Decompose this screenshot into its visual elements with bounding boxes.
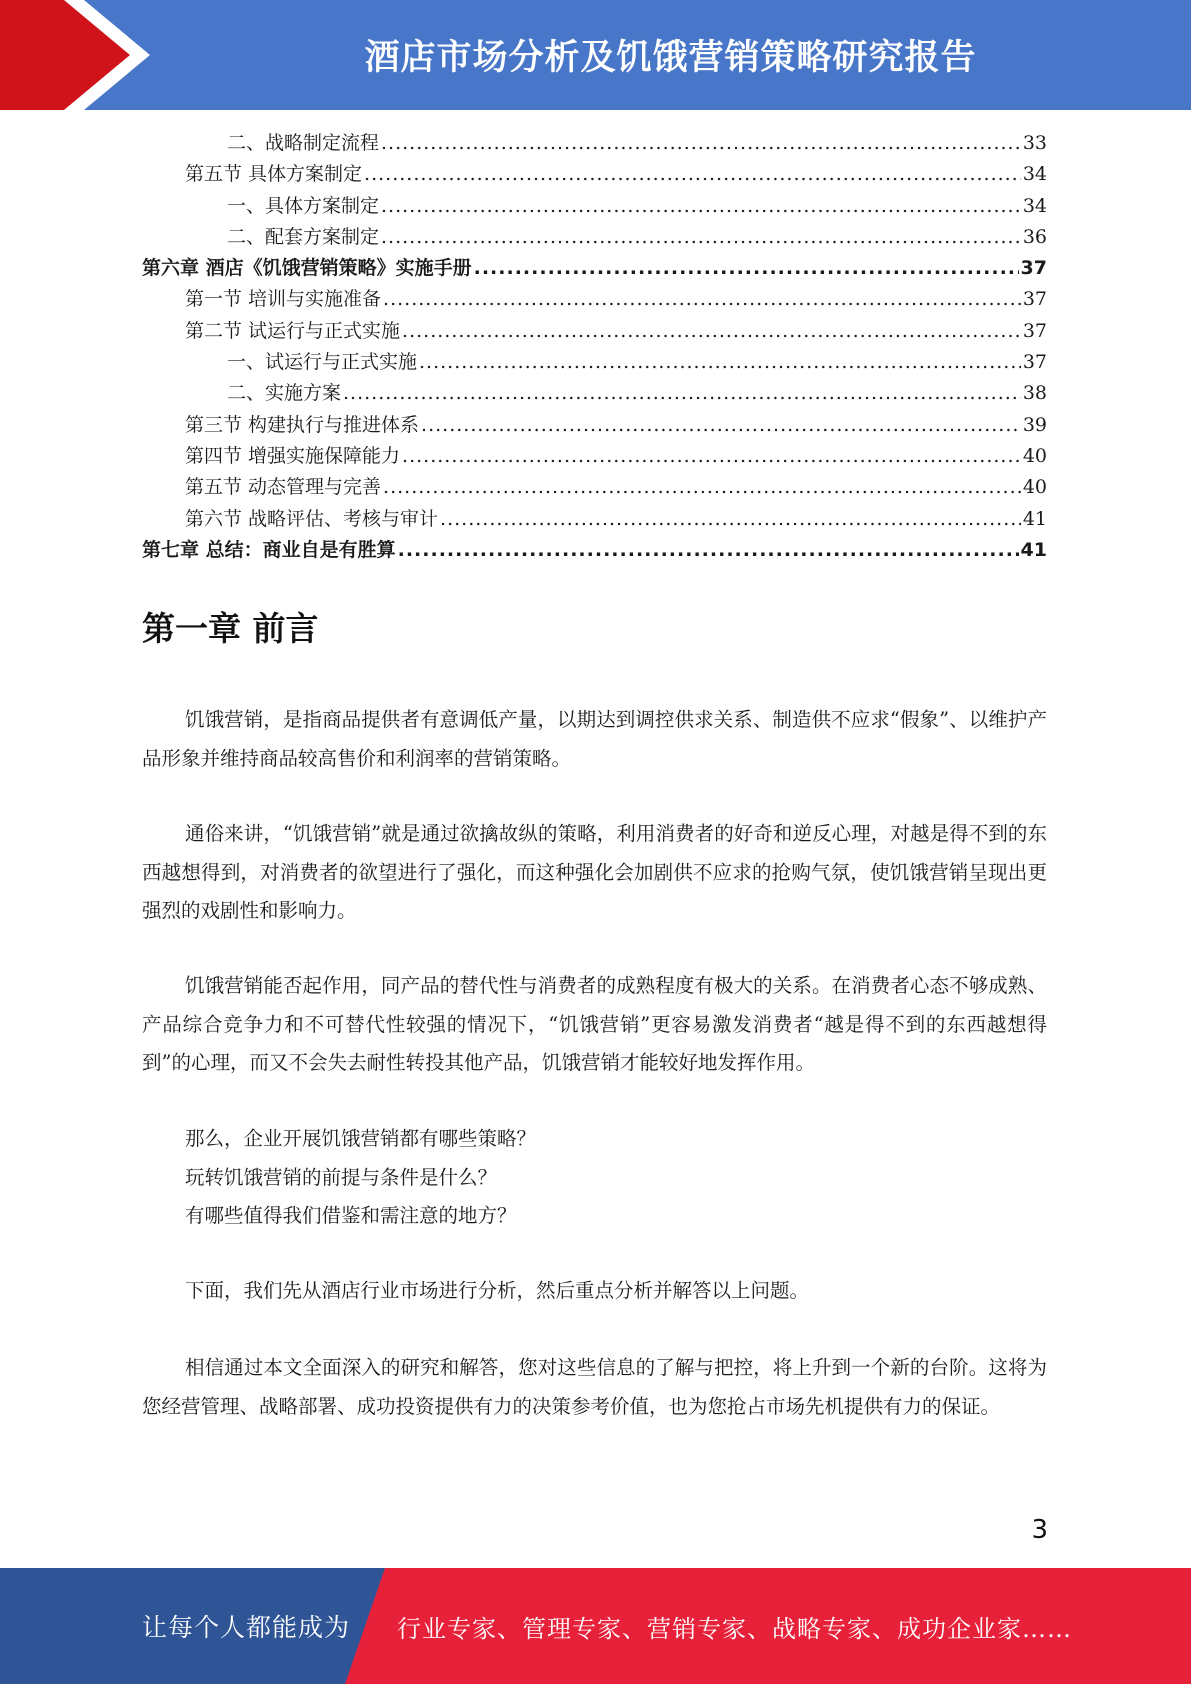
toc-entry[interactable] xyxy=(142,535,1047,566)
toc-entry-page: 38 xyxy=(1022,382,1047,405)
toc-dot-leader xyxy=(383,284,1021,315)
toc-entry-page: 33 xyxy=(1022,132,1047,154)
toc-entry-page: 41 xyxy=(1022,507,1047,530)
toc-dot-leader xyxy=(402,441,1021,472)
toc-entry-page: 41 xyxy=(1020,538,1047,561)
toc-entry-title: 二、实施方案 xyxy=(227,382,342,405)
chapter-heading: 第一章 前言 xyxy=(142,609,319,648)
toc-entry-page: 39 xyxy=(1022,413,1047,436)
paragraph-outline: 下面，我们先从酒店行业市场进行分析，然后重点分析并解答以上问题。 xyxy=(185,1279,810,1302)
toc-entry-title: 第二节 试运行与正式实施 xyxy=(185,319,401,342)
toc-entry[interactable] xyxy=(142,378,1047,409)
toc-entry[interactable] xyxy=(142,504,1047,535)
toc-entry-page: 36 xyxy=(1022,225,1047,248)
toc-dot-leader xyxy=(419,347,1021,378)
footer-slogan-right: 行业专家、管理专家、营销专家、战略专家、成功企业家…… xyxy=(397,1614,1072,1643)
toc-entry-title: 第五节 具体方案制定 xyxy=(185,163,363,186)
toc-entry-title: 第六章 酒店《饥饿营销策略》实施手册 xyxy=(142,257,472,280)
toc-dot-leader xyxy=(343,378,1021,409)
paragraph-conclusion: 相信通过本文全面深入的研究和解答，您对这些信息的了解与把控，将上升到一个新的台阶。这将为您经营管理、战略部署、成功投资提供有力的决策参考价值，也为您抢占市场先机提供有力的保证。 xyxy=(142,1356,1047,1418)
toc-dot-leader xyxy=(364,159,1021,190)
toc-entry[interactable] xyxy=(142,222,1047,253)
question-list xyxy=(142,1120,1047,1236)
toc-entry[interactable] xyxy=(142,347,1047,378)
toc-entry-page: 40 xyxy=(1022,476,1047,499)
report-title: 酒店市场分析及饥饿营销策略研究报告 xyxy=(364,38,977,78)
toc-entry-page: 34 xyxy=(1022,194,1047,217)
toc-entry-title: 第四节 增强实施保障能力 xyxy=(185,444,401,467)
toc-dot-leader xyxy=(398,535,1019,566)
toc-entry-page: 37 xyxy=(1020,257,1047,280)
question-item: 那么，企业开展饥饿营销都有哪些策略？ xyxy=(185,1127,537,1150)
toc-dot-leader xyxy=(381,191,1021,222)
page-header xyxy=(0,0,1191,110)
toc-entry[interactable] xyxy=(142,191,1047,222)
toc-entry-title: 一、试运行与正式实施 xyxy=(227,351,418,374)
toc-entry-title: 一、具体方案制定 xyxy=(227,194,380,217)
toc-dot-leader xyxy=(440,504,1021,535)
toc-dot-leader xyxy=(474,253,1019,284)
toc-entry-page: 37 xyxy=(1022,351,1047,374)
page-footer xyxy=(0,1568,1191,1684)
question-item: 玩转饥饿营销的前提与条件是什么？ xyxy=(185,1165,498,1189)
question-item: 有哪些值得我们借鉴和需注意的地方？ xyxy=(185,1204,517,1227)
paragraph-explanation: 通俗来讲，“饥饿营销”就是通过欲擒故纵的策略，利用消费者的好奇和逆反心理，对越是得不到的东西越想得到，对消费者的欲望进行了强化，而这种强化会加剧供不应求的抢购气氛，使饥饿营销呈现出更强烈的戏剧性和影响力。 xyxy=(142,822,1047,922)
paragraph-definition: 饥饿营销，是指商品提供者有意调低产量，以期达到调控供求关系、制造供不应求“假象”、以维护产品形象并维持商品较高售价和利润率的营销策略。 xyxy=(142,708,1047,770)
toc-entry-page: 40 xyxy=(1022,444,1047,467)
toc-entry[interactable] xyxy=(142,253,1047,284)
paragraph-conditions: 饥饿营销能否起作用，同产品的替代性与消费者的成熟程度有极大的关系。在消费者心态不够成熟、产品综合竞争力和不可替代性较强的情况下，“饥饿营销”更容易激发消费者“越是得不到的东西越想得到”的心理，而又不会失去耐性转投其他产品，饥饿营销才能较好地发挥作用。 xyxy=(142,974,1047,1074)
toc-entry[interactable] xyxy=(142,410,1047,441)
toc-entry-page: 34 xyxy=(1022,163,1047,186)
toc-entry-title: 第三节 构建执行与推进体系 xyxy=(185,413,420,436)
toc-dot-leader xyxy=(381,222,1021,253)
toc-entry[interactable] xyxy=(142,472,1047,503)
toc-entry-title: 二、配套方案制定 xyxy=(227,225,380,248)
toc-entry-title: 第七章 总结：商业自是有胜算 xyxy=(142,538,396,561)
toc-dot-leader xyxy=(402,316,1021,347)
table-of-contents xyxy=(142,128,1047,566)
toc-entry-page: 37 xyxy=(1022,319,1047,342)
toc-dot-leader xyxy=(383,472,1021,503)
footer-slogan-left: 让每个人都能成为 xyxy=(142,1613,351,1642)
toc-entry-title: 第六节 战略评估、考核与审计 xyxy=(185,507,439,530)
toc-entry[interactable] xyxy=(142,159,1047,190)
toc-entry[interactable] xyxy=(142,128,1047,159)
page-number: 3 xyxy=(1031,1515,1048,1545)
toc-entry[interactable] xyxy=(142,441,1047,472)
toc-dot-leader xyxy=(381,128,1021,159)
toc-entry-title: 二、战略制定流程 xyxy=(227,132,380,154)
toc-entry-page: 37 xyxy=(1022,288,1047,311)
toc-entry[interactable] xyxy=(142,316,1047,347)
toc-entry-title: 第一节 培训与实施准备 xyxy=(185,288,382,311)
toc-entry-title: 第五节 动态管理与完善 xyxy=(185,476,382,499)
toc-dot-leader xyxy=(421,410,1021,441)
toc-entry[interactable] xyxy=(142,284,1047,315)
